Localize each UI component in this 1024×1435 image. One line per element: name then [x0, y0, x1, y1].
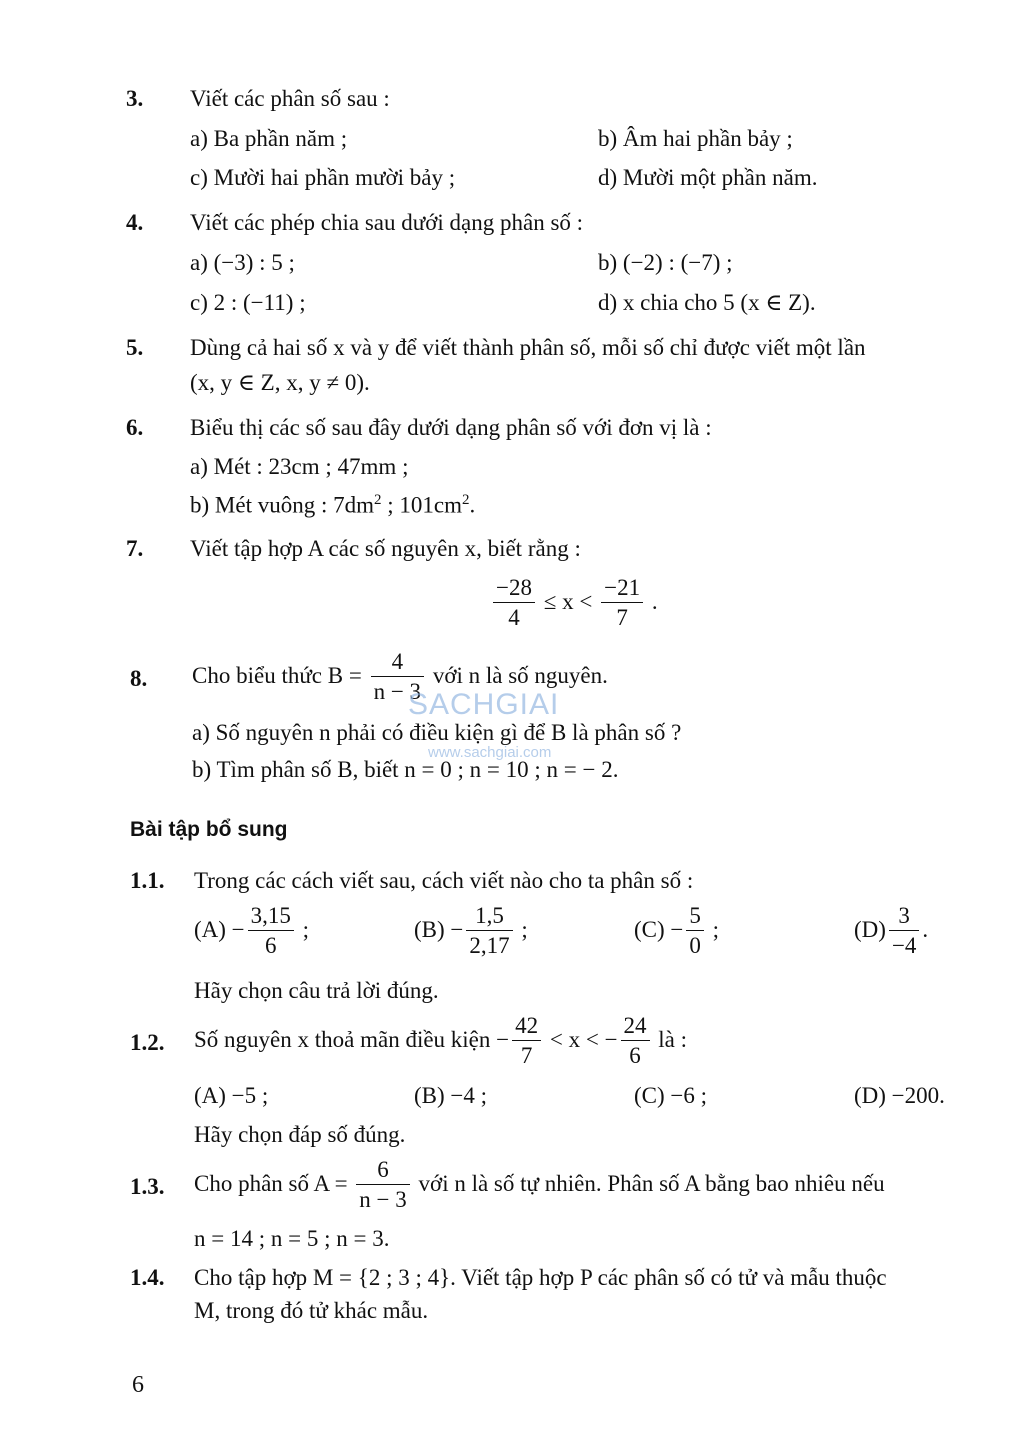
section-heading: Bài tập bổ sung: [130, 818, 288, 841]
exercise-prompt: Trong các cách viết sau, cách viết nào cho ta phân số :: [194, 868, 694, 893]
fraction: [512, 1012, 541, 1071]
watermark-url: www.sachgiai.com: [428, 744, 552, 761]
expression-text: với n là số nguyên.: [432, 662, 608, 688]
option-label: (B) −: [414, 916, 464, 942]
exercise-line: M, trong đó tử khác mẫu.: [194, 1298, 429, 1323]
denominator: 6: [265, 933, 277, 958]
option-b: (B) −4 ;: [414, 1083, 488, 1108]
denominator: 2,17: [469, 933, 510, 958]
punctuation: .: [651, 588, 658, 614]
superscript: 2: [374, 492, 382, 508]
fraction: [601, 574, 643, 633]
exercise-line: Dùng cả hai số x và y để viết thành phân số, mỗi số chỉ được viết một lần: [190, 335, 866, 360]
condition-text: là :: [658, 1026, 688, 1052]
exercise-number: 6.: [126, 415, 144, 440]
expression-line: [194, 1156, 885, 1215]
expression-text: Cho biểu thức B =: [192, 662, 362, 688]
exercise-number: 1.4.: [130, 1265, 165, 1290]
fraction: [356, 1156, 409, 1215]
item-b: b) Âm hai phần bảy ;: [598, 126, 793, 151]
condition-line: [194, 1012, 687, 1071]
numerator: 24: [621, 1012, 650, 1041]
numerator: −21: [601, 574, 643, 603]
option-a: (A) −5 ;: [194, 1083, 269, 1108]
expression-text: với n là số tự nhiên. Phân số A bằng bao nhiêu nếu: [418, 1170, 885, 1196]
relation: ≤ x <: [543, 588, 593, 614]
relation: < x < −: [549, 1026, 618, 1052]
superscript: 2: [462, 492, 470, 508]
inequality: [490, 574, 658, 633]
item-b-text: b) Mét vuông : 7dm: [190, 492, 374, 518]
item-b: [190, 492, 475, 519]
exercise-prompt: Viết các phép chia sau dưới dạng phân số :: [190, 210, 584, 235]
exercise-prompt: Viết các phân số sau :: [190, 86, 390, 111]
option-d: [854, 902, 928, 961]
item-c: c) 2 : (−11) ;: [190, 290, 306, 315]
instruction: Hãy chọn câu trả lời đúng.: [194, 978, 439, 1003]
fraction: [466, 902, 512, 961]
separator: ;: [521, 916, 528, 942]
punctuation: .: [922, 916, 929, 942]
numerator: 3,15: [248, 902, 294, 931]
item-b-text: .: [469, 492, 476, 518]
exercise-number: 1.3.: [130, 1174, 165, 1199]
fraction: [889, 902, 919, 961]
denominator: −4: [891, 933, 917, 958]
option-d: (D) −200.: [854, 1083, 945, 1108]
fraction: [621, 1012, 650, 1071]
denominator: n − 3: [373, 679, 422, 704]
expression-text: Cho phân số A =: [194, 1170, 348, 1196]
fraction: [493, 574, 535, 633]
option-c: [634, 902, 719, 961]
watermark-logo: SACHGIAI: [408, 688, 560, 721]
exercise-prompt: Biểu thị các số sau đây dưới dạng phân số với đơn vị là :: [190, 415, 712, 440]
separator: ;: [302, 916, 310, 942]
denominator: n − 3: [359, 1187, 407, 1212]
denominator: 6: [629, 1043, 641, 1068]
option-a: [194, 902, 309, 961]
exercise-line: n = 14 ; n = 5 ; n = 3.: [194, 1226, 390, 1251]
denominator: 7: [616, 605, 628, 630]
exercise-number: 8.: [130, 666, 148, 691]
numerator: 6: [356, 1156, 409, 1185]
item-b-text: ; 101cm: [381, 492, 462, 518]
item-a: a) Mét : 23cm ; 47mm ;: [190, 454, 409, 479]
condition-text: Số nguyên x thoả mãn điều kiện −: [194, 1026, 510, 1052]
option-label: (D): [854, 916, 886, 942]
denominator: 7: [520, 1043, 533, 1068]
option-label: (A) −: [194, 916, 245, 942]
item-a: a) (−3) : 5 ;: [190, 250, 295, 275]
numerator: 3: [889, 902, 919, 931]
exercise-line: (x, y ∈ Z, x, y ≠ 0).: [190, 370, 370, 395]
item-d: d) Mười một phần năm.: [598, 165, 818, 190]
exercise-number: 1.1.: [130, 868, 165, 893]
denominator: 4: [508, 605, 520, 630]
numerator: 4: [371, 648, 424, 677]
exercise-line: Cho tập hợp M = {2 ; 3 ; 4}. Viết tập hợp P các phân số có tử và mẫu thuộc: [194, 1265, 887, 1290]
numerator: 1,5: [466, 902, 512, 931]
option-c: (C) −6 ;: [634, 1083, 708, 1108]
denominator: 0: [689, 933, 701, 958]
numerator: −28: [493, 574, 535, 603]
option-b: [414, 902, 528, 961]
exercise-number: 7.: [126, 536, 144, 561]
item-a: a) Ba phần năm ;: [190, 126, 348, 151]
exercise-number: 5.: [126, 335, 144, 360]
numerator: 42: [512, 1012, 541, 1041]
exercise-number: 1.2.: [130, 1030, 165, 1055]
exercise-number: 3.: [126, 86, 144, 111]
numerator: 5: [686, 902, 704, 931]
item-c: c) Mười hai phần mười bảy ;: [190, 165, 456, 190]
item-a: a) Số nguyên n phải có điều kiện gì để B là phân số ?: [192, 720, 682, 745]
instruction: Hãy chọn đáp số đúng.: [194, 1122, 406, 1147]
exercise-prompt: Viết tập hợp A các số nguyên x, biết rằng :: [190, 536, 581, 561]
exercise-number: 4.: [126, 210, 144, 235]
item-b: b) Tìm phân số B, biết n = 0 ; n = 10 ; n = − 2.: [192, 757, 619, 782]
fraction: [248, 902, 294, 961]
item-b: b) (−2) : (−7) ;: [598, 250, 733, 275]
page-number: 6: [132, 1372, 144, 1398]
fraction: [686, 902, 704, 961]
item-d: d) x chia cho 5 (x ∈ Z).: [598, 290, 816, 315]
option-label: (C) −: [634, 916, 684, 942]
separator: ;: [712, 916, 720, 942]
